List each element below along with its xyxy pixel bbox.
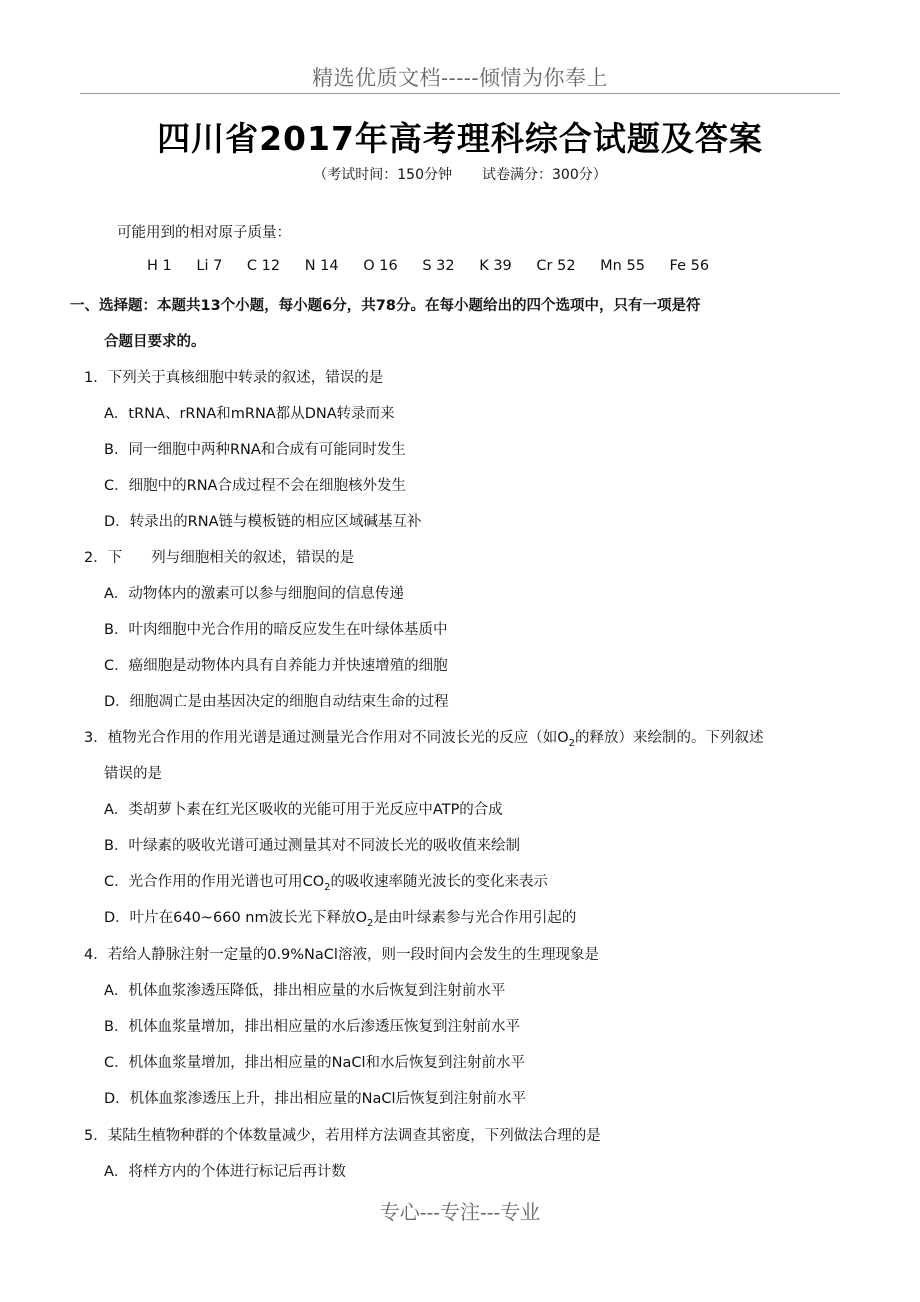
question-3-option-d [104,906,576,929]
question-3-option-a: A．类胡萝卜素在红光区吸收的光能可用于光反应中ATP的合成 [104,802,503,818]
subscript: 2 [324,881,331,893]
question-2-option-d: D．细胞凋亡是由基因决定的细胞自动结束生命的过程 [104,694,449,710]
atomic-mass-list [147,258,729,274]
question-3-stem [84,726,764,749]
question-1-option-c: C．细胞中的RNA合成过程不会在细胞核外发生 [104,478,406,494]
atomic-mass-item: S 32 [422,258,455,274]
atomic-mass-label: 可能用到的相对原子质量： [117,225,291,241]
option-part: 是由叶绿素参与光合作用引起的 [373,910,577,926]
question-3-stem-cont: 错误的是 [104,766,162,782]
page-header: 精选优质文档-----倾情为你奉上 [312,66,608,90]
question-3-option-b: B．叶绿素的吸收光谱可通过测量其对不同波长光的吸收值来绘制 [104,838,520,854]
exam-score: 试卷满分：300分） [482,167,607,183]
question-4-option-a: A．机体血浆渗透压降低，排出相应量的水后恢复到注射前水平 [104,983,506,999]
question-1-stem: 1．下列关于真核细胞中转录的叙述，错误的是 [84,370,384,386]
section-heading-cont: 合题目要求的。 [104,334,206,350]
question-4-stem: 4．若给人静脉注射一定量的0.9%NaCl溶液，则一段时间内会发生的生理现象是 [84,947,599,963]
page-title: 四川省2017年高考理科综合试题及答案 [157,119,763,158]
question-2-option-a: A．动物体内的激素可以参与细胞间的信息传递 [104,586,404,602]
question-4-option-d: D．机体血浆渗透压上升，排出相应量的NaCl后恢复到注射前水平 [104,1091,527,1107]
atomic-mass-item: K 39 [479,258,512,274]
question-3-stem-part: 3．植物光合作用的作用光谱是通过测量光合作用对不同波长光的反应（如O [84,730,569,746]
question-3-option-c [104,870,548,893]
option-part: C．光合作用的作用光谱也可用CO [104,874,325,890]
atomic-mass-item: O 16 [363,258,398,274]
atomic-mass-item: N 14 [304,258,339,274]
option-part: D．叶片在640~660 nm波长光下释放O [104,910,368,926]
question-4-option-c: C．机体血浆量增加，排出相应量的NaCl和水后恢复到注射前水平 [104,1055,526,1071]
question-2-option-b: B．叶肉细胞中光合作用的暗反应发生在叶绿体基质中 [104,622,448,638]
section-heading: 一、选择题：本题共13个小题，每小题6分，共78分。在每小题给出的四个选项中，只有一项是符 [70,298,701,314]
question-3-stem-part: 的释放）来绘制的。下列叙述 [575,730,764,746]
atomic-mass-item: H 1 [147,258,172,274]
subscript: 2 [367,917,374,929]
atomic-mass-item: Mn 55 [600,258,645,274]
header-divider [80,93,840,94]
atomic-mass-item: Fe 56 [669,258,710,274]
exam-info [0,164,920,184]
question-1-option-a: A．tRNA、rRNA和mRNA都从DNA转录而来 [104,406,395,422]
question-2-stem: 2．下 列与细胞相关的叙述，错误的是 [84,550,355,566]
question-1-option-d: D．转录出的RNA链与模板链的相应区域碱基互补 [104,514,422,530]
question-1-option-b: B．同一细胞中两种RNA和合成有可能同时发生 [104,442,406,458]
question-2-option-c: C．癌细胞是动物体内具有自养能力并快速增殖的细胞 [104,658,448,674]
page-footer: 专心---专注---专业 [379,1200,541,1224]
atomic-mass-item: Li 7 [196,258,223,274]
exam-time: （考试时间：150分钟 [313,167,452,183]
question-4-option-b: B．机体血浆量增加，排出相应量的水后渗透压恢复到注射前水平 [104,1019,520,1035]
subscript: 2 [568,737,576,749]
option-part: 的吸收速率随光波长的变化来表示 [330,874,549,890]
question-5-option-a: A．将样方内的个体进行标记后再计数 [104,1164,346,1180]
atomic-mass-item: C 12 [246,258,281,274]
atomic-mass-item: Cr 52 [536,258,576,274]
question-5-stem: 5．某陆生植物种群的个体数量减少，若用样方法调查其密度，下列做法合理的是 [84,1128,601,1144]
